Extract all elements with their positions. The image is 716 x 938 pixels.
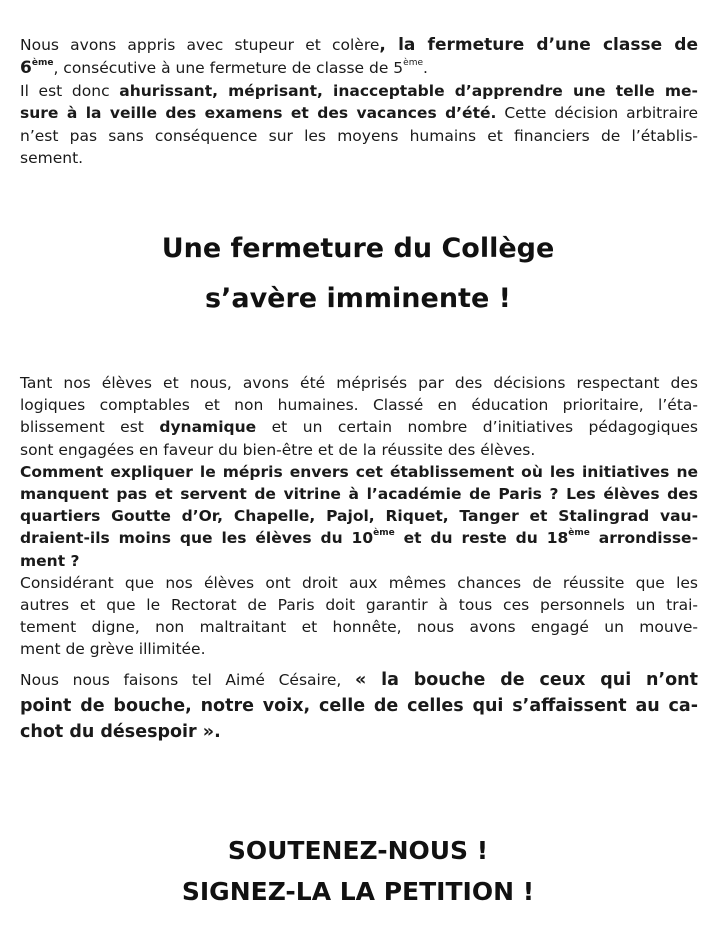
text: Nous avons appris avec stupeur et colère: [20, 36, 380, 54]
emphasis-text: sure à la veille des examens et des vacances d’été.: [20, 104, 497, 123]
superscript: ème: [568, 528, 590, 539]
text-line: logiques comptables et non humaines. Classé en éducation prioritaire, l’éta-: [20, 396, 698, 415]
text-line: Comment expliquer le mépris envers cet établissement où les initiatives ne: [20, 462, 698, 481]
text-line: Tant nos élèves et nous, avons été méprisés par des décisions respectant des: [20, 374, 698, 392]
cta-line-2: SIGNEZ-LA LA PETITION !: [181, 877, 535, 906]
text-line: sont engagées en faveur du bien-être et de la réussite des élèves.: [20, 440, 536, 459]
text: blissement est: [20, 418, 160, 437]
text-line: ment ?: [20, 551, 80, 570]
emphasis-text: , la fermeture d’une classe de: [379, 35, 698, 55]
text: et du reste du 18: [394, 529, 569, 548]
quote-line: chot du désespoir ».: [20, 721, 221, 742]
quote-text: « la bouche de ceux qui n’ont: [354, 669, 698, 690]
superscript: ème: [403, 58, 424, 69]
text-line: manquent pas et servent de vitrine à l’académie de Paris ? Les élèves des: [20, 485, 698, 504]
emphasis-text: dynamique: [159, 418, 257, 437]
headline-line-1: Une fermeture du Collège: [161, 233, 555, 264]
text-line: autres et que le Rectorat de Paris doit garantir à tous ces personnels un trai-: [20, 596, 698, 615]
text-line: [20, 56, 698, 80]
intro-paragraph: [20, 34, 698, 169]
text: et un certain nombre d’initiatives pédagogiques: [256, 418, 698, 437]
text: , consécutive à une fermeture de classe de 5: [53, 59, 404, 78]
text-line: sement.: [20, 148, 84, 167]
text: Nous nous faisons tel Aimé Césaire,: [20, 670, 355, 689]
headline-line-2: s’avère imminente !: [205, 283, 511, 314]
superscript: ème: [31, 58, 54, 69]
text-line: [20, 34, 698, 56]
superscript: ème: [373, 528, 395, 539]
text-line: ment de grève illimitée.: [20, 640, 206, 659]
text: Cette décision arbitraire: [496, 104, 698, 123]
text-line: [20, 527, 698, 549]
text: draient-ils moins que les élèves du 10: [20, 529, 374, 548]
text-line: [20, 102, 698, 124]
text-line: [20, 667, 698, 693]
text-line: n’est pas sans conséquence sur les moyens humains et financiers de l’établis-: [20, 126, 698, 145]
text: .: [423, 59, 428, 78]
body-paragraph: [20, 372, 698, 745]
quote-line: point de bouche, notre voix, celle de celles qui s’affaissent au ca-: [20, 695, 698, 716]
text-line: quartiers Goutte d’Or, Chapelle, Pajol, Riquet, Tanger et Stalingrad vau-: [20, 507, 698, 526]
cta-line-1: SOUTENEZ-NOUS !: [227, 836, 489, 865]
emphasis-text: 6: [20, 58, 32, 79]
text: Il est donc: [20, 82, 120, 101]
text-line: [20, 416, 698, 438]
text-line: tement digne, non maltraitant et honnête, nous avons engagé un mouve-: [20, 618, 698, 637]
text-line: [20, 80, 698, 102]
text: arrondisse-: [589, 529, 698, 548]
text-line: Considérant que nos élèves ont droit aux mêmes chances de réussite que les: [20, 573, 698, 592]
emphasis-text: ahurissant, méprisant, inacceptable d’apprendre une telle me-: [119, 82, 698, 101]
